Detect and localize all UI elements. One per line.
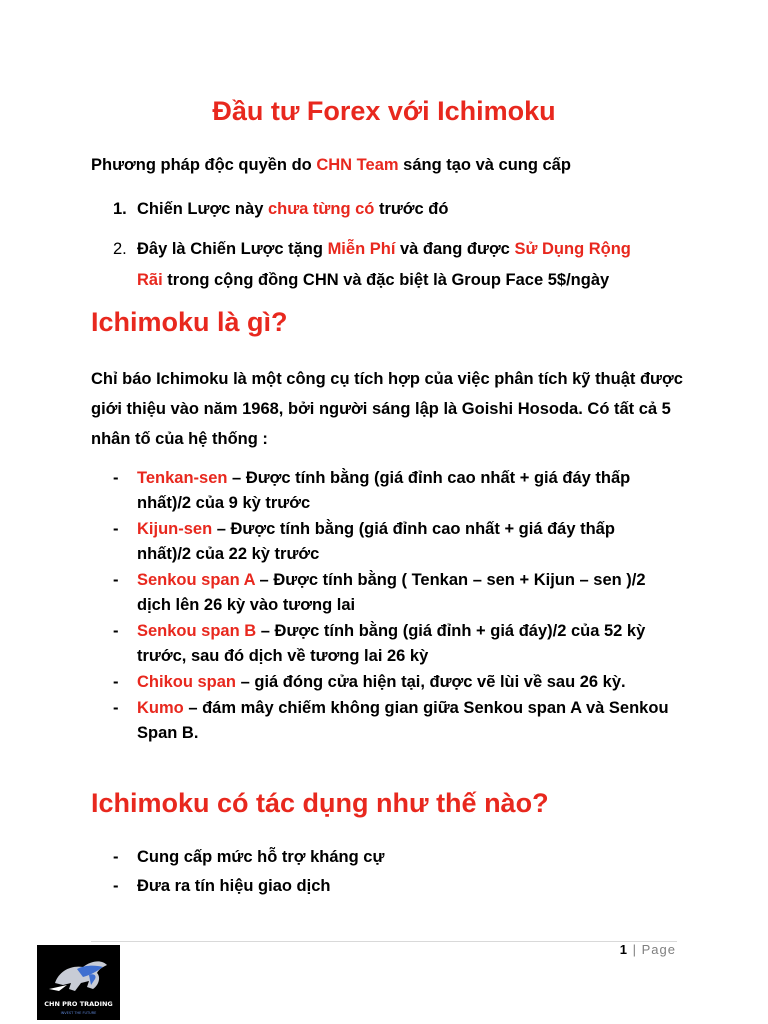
company-logo	[37, 945, 120, 1020]
list-item	[113, 696, 673, 746]
dash-bullet: -	[113, 622, 119, 640]
term-description: – Được tính bằng (giá đỉnh cao nhất + giá đáy thấp nhất)/2 của 22 kỳ trước	[137, 520, 615, 563]
numbered-item-2	[113, 234, 653, 296]
list-item	[113, 843, 673, 871]
dash-bullet: -	[113, 699, 119, 717]
list-text-part: Đây là Chiến Lược tặng	[137, 240, 328, 258]
term: Kijun-sen	[137, 520, 213, 538]
dash-bullet: -	[113, 848, 119, 866]
term-description: – Được tính bằng (giá đỉnh + giá đáy)/2 của 52 kỳ trước, sau đó dịch về tương lai 26 kỳ	[137, 622, 646, 665]
dash-bullet: -	[113, 520, 119, 538]
list-text-part: trước đó	[374, 200, 449, 218]
page-number: 1	[619, 942, 629, 957]
list-text-part: trong cộng đồng CHN và đặc biệt là Group Face 5$/ngày	[162, 271, 610, 289]
term-description: – giá đóng cửa hiện tại, được vẽ lùi về sau 26 kỳ.	[236, 673, 626, 691]
term: Kumo	[137, 699, 184, 717]
logo-name: CHN PRO TRADING	[44, 1000, 113, 1008]
intro-line	[91, 156, 571, 175]
numbered-item-1	[113, 194, 673, 225]
list-highlight: Miễn Phí	[327, 240, 396, 258]
list-item	[113, 872, 673, 900]
list-text	[137, 194, 673, 225]
bull-icon	[37, 945, 120, 1005]
list-item	[113, 619, 673, 669]
list-item	[113, 466, 673, 516]
section-heading-what-is: Ichimoku là gì?	[91, 307, 288, 337]
list-item	[113, 517, 673, 567]
intro-text: Phương pháp độc quyền do	[91, 156, 317, 174]
term-description: – Được tính bằng ( Tenkan – sen + Kijun – sen )/2 dịch lên 26 kỳ vào tương lai	[137, 571, 646, 614]
list-item	[113, 670, 673, 695]
list-item-text: Đưa ra tín hiệu giao dịch	[137, 877, 331, 895]
term: Chikou span	[137, 673, 237, 691]
list-text-part: Chiến Lược này	[137, 200, 268, 218]
page-footer	[620, 942, 676, 957]
list-item	[113, 568, 673, 618]
section-paragraph: Chỉ báo Ichimoku là một công cụ tích hợp của việc phân tích kỹ thuật được giới thiệu vào năm 1968, bởi người sáng lập là Goishi Hosoda. Có tất cả 5 nhân tố của hệ thống :	[91, 370, 683, 448]
term-description: – Được tính bằng (giá đỉnh cao nhất + giá đáy thấp nhất)/2 của 9 kỳ trước	[137, 469, 631, 512]
term: Senkou span B	[137, 622, 257, 640]
logo-tagline: INVEST THE FUTURE	[60, 1011, 97, 1015]
intro-text-end: sáng tạo và cung cấp	[398, 156, 571, 174]
section-heading-usage: Ichimoku có tác dụng như thế nào?	[91, 788, 549, 818]
list-item-text: Cung cấp mức hỗ trợ kháng cự	[137, 848, 385, 866]
term-description: – đám mây chiếm không gian giữa Senkou span A và Senkou Span B.	[137, 699, 669, 742]
list-highlight: chưa từng có	[267, 200, 375, 218]
dash-bullet: -	[113, 673, 119, 691]
list-number: 1.	[113, 200, 127, 218]
dash-bullet: -	[113, 571, 119, 589]
term: Senkou span A	[137, 571, 255, 589]
list-text	[137, 234, 653, 296]
list-number: 2.	[113, 240, 127, 258]
document-title: Đầu tư Forex với Ichimoku	[212, 96, 556, 126]
footer-divider	[91, 941, 677, 942]
dash-bullet: -	[113, 469, 119, 487]
term: Tenkan-sen	[137, 469, 228, 487]
list-highlight: Sử Dụng Rộng Rãi	[137, 240, 631, 289]
usage-list	[113, 843, 673, 901]
footer-separator: |	[628, 942, 642, 957]
intro-highlight: CHN Team	[316, 156, 399, 174]
list-text-part: và đang được	[395, 240, 515, 258]
dash-bullet: -	[113, 877, 119, 895]
components-list	[113, 466, 673, 747]
page-label: Page	[641, 942, 676, 957]
